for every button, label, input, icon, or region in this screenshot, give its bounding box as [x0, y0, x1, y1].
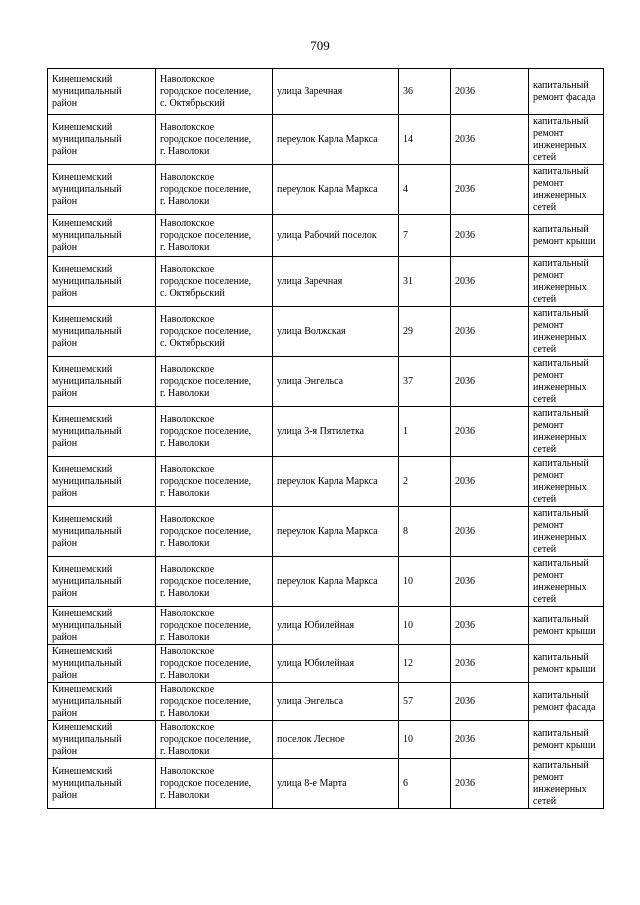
street-cell: улица Энгельса [273, 357, 399, 407]
table-row [48, 165, 604, 215]
street-cell: улица Энгельса [273, 683, 399, 721]
settlement-cell: Наволокское городское поселение, с. Октябрьский [156, 69, 273, 115]
house-number-cell: 31 [399, 257, 451, 307]
year-cell: 2036 [451, 507, 529, 557]
district-cell: Кинешемский муниципальный район [48, 215, 156, 257]
district-cell: Кинешемский муниципальный район [48, 357, 156, 407]
street-cell: улица 8-е Марта [273, 759, 399, 809]
table-row [48, 507, 604, 557]
street-cell: улица 3-я Пятилетка [273, 407, 399, 457]
table-row [48, 407, 604, 457]
settlement-cell: Наволокское городское поселение, г. Наволоки [156, 607, 273, 645]
year-cell: 2036 [451, 645, 529, 683]
table-row [48, 357, 604, 407]
year-cell: 2036 [451, 457, 529, 507]
street-cell: улица Рабочий поселок [273, 215, 399, 257]
work-type-cell: капитальный ремонт инженерных сетей [529, 759, 604, 809]
street-cell: переулок Карла Маркса [273, 165, 399, 215]
district-cell: Кинешемский муниципальный район [48, 607, 156, 645]
street-cell: переулок Карла Маркса [273, 557, 399, 607]
district-cell: Кинешемский муниципальный район [48, 257, 156, 307]
table-row [48, 557, 604, 607]
work-type-cell: капитальный ремонт крыши [529, 607, 604, 645]
house-number-cell: 29 [399, 307, 451, 357]
work-type-cell: капитальный ремонт инженерных сетей [529, 357, 604, 407]
street-cell: переулок Карла Маркса [273, 507, 399, 557]
table-row [48, 257, 604, 307]
year-cell: 2036 [451, 407, 529, 457]
year-cell: 2036 [451, 357, 529, 407]
settlement-cell: Наволокское городское поселение, г. Наволоки [156, 165, 273, 215]
year-cell: 2036 [451, 759, 529, 809]
page-number: 709 [310, 38, 330, 53]
house-number-cell: 37 [399, 357, 451, 407]
district-cell: Кинешемский муниципальный район [48, 307, 156, 357]
table-row [48, 69, 604, 115]
district-cell: Кинешемский муниципальный район [48, 645, 156, 683]
work-type-cell: капитальный ремонт инженерных сетей [529, 115, 604, 165]
house-number-cell: 1 [399, 407, 451, 457]
table-row [48, 645, 604, 683]
table-row [48, 683, 604, 721]
street-cell: улица Заречная [273, 257, 399, 307]
house-number-cell: 6 [399, 759, 451, 809]
table-row [48, 607, 604, 645]
table-row [48, 215, 604, 257]
work-type-cell: капитальный ремонт фасада [529, 69, 604, 115]
repair-schedule-table [47, 68, 604, 809]
settlement-cell: Наволокское городское поселение, с. Октябрьский [156, 307, 273, 357]
year-cell: 2036 [451, 257, 529, 307]
street-cell: улица Заречная [273, 69, 399, 115]
work-type-cell: капитальный ремонт инженерных сетей [529, 165, 604, 215]
year-cell: 2036 [451, 683, 529, 721]
work-type-cell: капитальный ремонт фасада [529, 683, 604, 721]
work-type-cell: капитальный ремонт крыши [529, 721, 604, 759]
work-type-cell: капитальный ремонт инженерных сетей [529, 507, 604, 557]
year-cell: 2036 [451, 607, 529, 645]
district-cell: Кинешемский муниципальный район [48, 683, 156, 721]
work-type-cell: капитальный ремонт инженерных сетей [529, 407, 604, 457]
house-number-cell: 36 [399, 69, 451, 115]
street-cell: улица Юбилейная [273, 645, 399, 683]
house-number-cell: 14 [399, 115, 451, 165]
year-cell: 2036 [451, 69, 529, 115]
settlement-cell: Наволокское городское поселение, г. Наволоки [156, 357, 273, 407]
district-cell: Кинешемский муниципальный район [48, 721, 156, 759]
house-number-cell: 12 [399, 645, 451, 683]
work-type-cell: капитальный ремонт крыши [529, 645, 604, 683]
house-number-cell: 10 [399, 721, 451, 759]
work-type-cell: капитальный ремонт инженерных сетей [529, 457, 604, 507]
year-cell: 2036 [451, 165, 529, 215]
district-cell: Кинешемский муниципальный район [48, 407, 156, 457]
settlement-cell: Наволокское городское поселение, г. Наволоки [156, 721, 273, 759]
table-row [48, 307, 604, 357]
table-row [48, 721, 604, 759]
settlement-cell: Наволокское городское поселение, г. Наволоки [156, 407, 273, 457]
settlement-cell: Наволокское городское поселение, г. Наволоки [156, 645, 273, 683]
district-cell: Кинешемский муниципальный район [48, 115, 156, 165]
settlement-cell: Наволокское городское поселение, г. Наволоки [156, 683, 273, 721]
work-type-cell: капитальный ремонт инженерных сетей [529, 307, 604, 357]
table-body [48, 69, 604, 809]
street-cell: переулок Карла Маркса [273, 457, 399, 507]
house-number-cell: 57 [399, 683, 451, 721]
settlement-cell: Наволокское городское поселение, с. Октябрьский [156, 257, 273, 307]
district-cell: Кинешемский муниципальный район [48, 759, 156, 809]
street-cell: поселок Лесное [273, 721, 399, 759]
street-cell: переулок Карла Маркса [273, 115, 399, 165]
work-type-cell: капитальный ремонт инженерных сетей [529, 557, 604, 607]
year-cell: 2036 [451, 307, 529, 357]
year-cell: 2036 [451, 115, 529, 165]
house-number-cell: 8 [399, 507, 451, 557]
settlement-cell: Наволокское городское поселение, г. Наволоки [156, 507, 273, 557]
settlement-cell: Наволокское городское поселение, г. Наволоки [156, 759, 273, 809]
work-type-cell: капитальный ремонт крыши [529, 215, 604, 257]
year-cell: 2036 [451, 215, 529, 257]
settlement-cell: Наволокское городское поселение, г. Наволоки [156, 115, 273, 165]
house-number-cell: 7 [399, 215, 451, 257]
year-cell: 2036 [451, 721, 529, 759]
district-cell: Кинешемский муниципальный район [48, 557, 156, 607]
table-row [48, 115, 604, 165]
work-type-cell: капитальный ремонт инженерных сетей [529, 257, 604, 307]
district-cell: Кинешемский муниципальный район [48, 69, 156, 115]
year-cell: 2036 [451, 557, 529, 607]
street-cell: улица Волжская [273, 307, 399, 357]
street-cell: улица Юбилейная [273, 607, 399, 645]
settlement-cell: Наволокское городское поселение, г. Наволоки [156, 215, 273, 257]
table-row [48, 759, 604, 809]
house-number-cell: 10 [399, 557, 451, 607]
table-row [48, 457, 604, 507]
house-number-cell: 4 [399, 165, 451, 215]
district-cell: Кинешемский муниципальный район [48, 507, 156, 557]
house-number-cell: 2 [399, 457, 451, 507]
district-cell: Кинешемский муниципальный район [48, 457, 156, 507]
district-cell: Кинешемский муниципальный район [48, 165, 156, 215]
house-number-cell: 10 [399, 607, 451, 645]
settlement-cell: Наволокское городское поселение, г. Наволоки [156, 457, 273, 507]
settlement-cell: Наволокское городское поселение, г. Наволоки [156, 557, 273, 607]
